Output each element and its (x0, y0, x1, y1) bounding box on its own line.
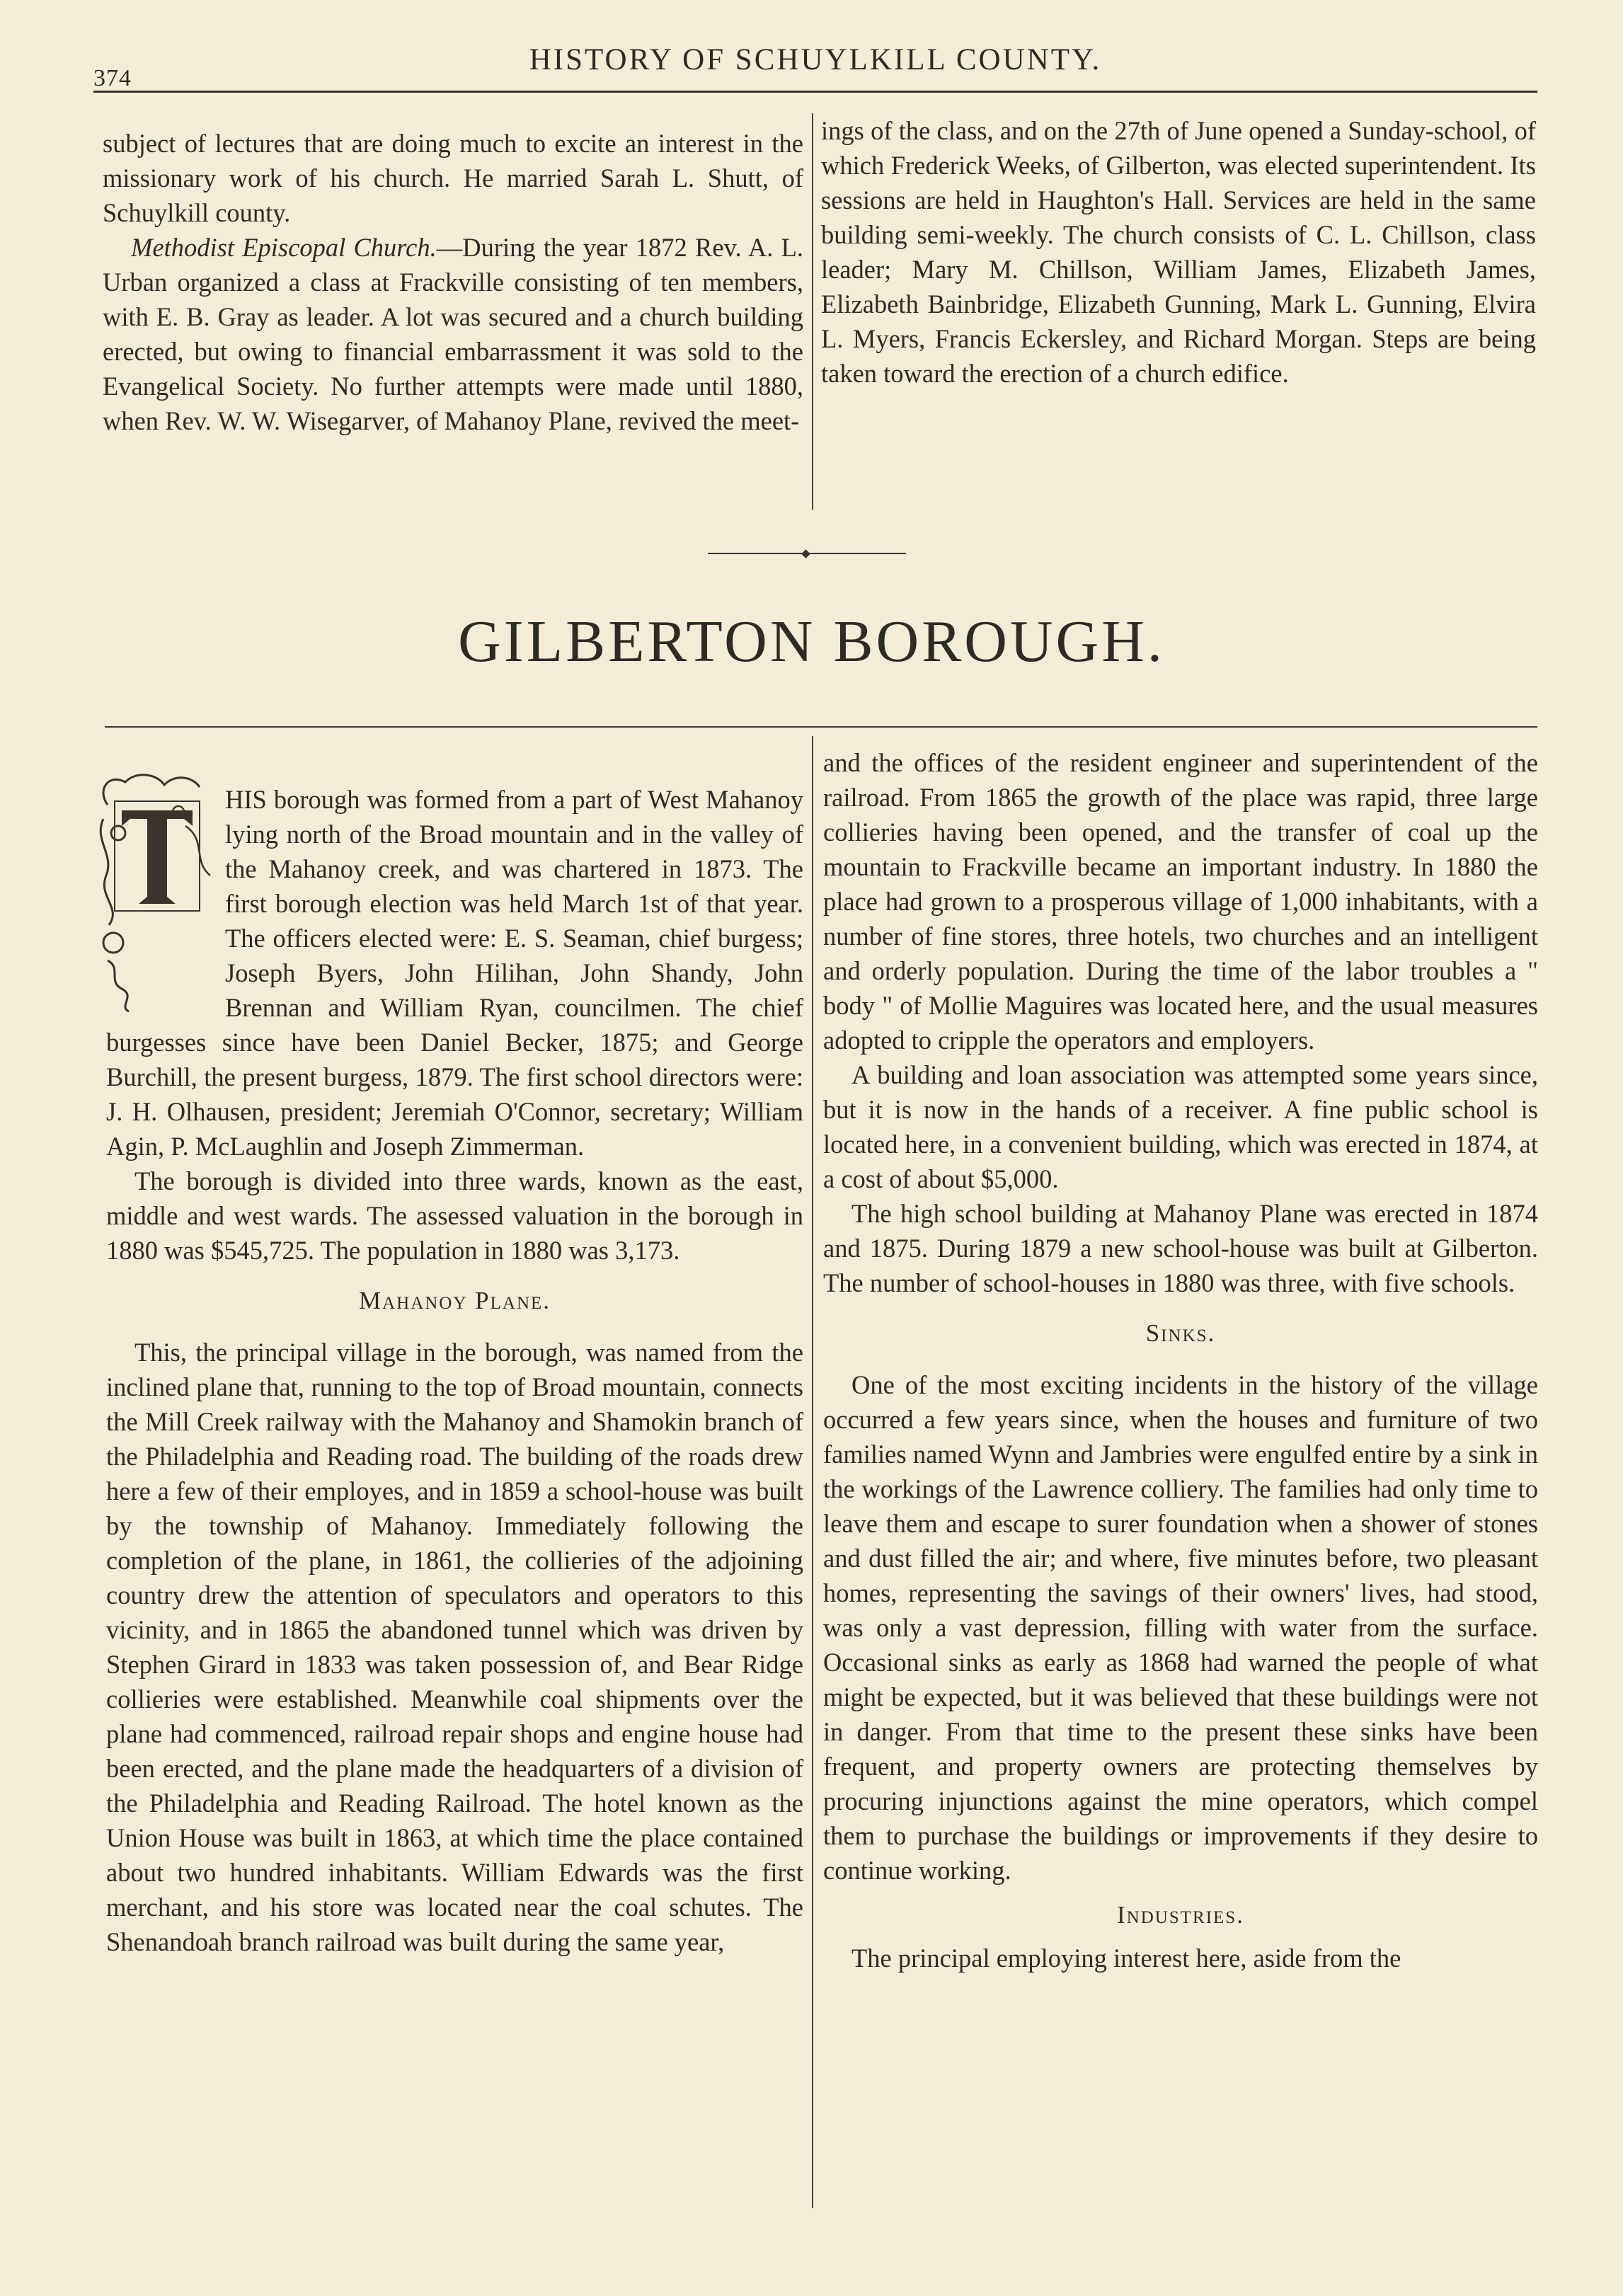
page-header (93, 37, 1537, 91)
top-left-column (103, 126, 803, 438)
subheading-mahanoy-plane: Mahanoy Plane. (358, 1287, 551, 1314)
subheading-sinks: Sinks. (1145, 1319, 1216, 1347)
column-rule (812, 113, 813, 510)
bottom-left-column (106, 782, 803, 1959)
paragraph: and the offices of the resident engineer and superintendent of the railroad. From 1865 the growth of the place was rapid, three large collieries having been opened, and the transfer of coal up the mountain to Frackville became an important industry. In 1880 the place had grown to a prosperous village of 1,000 inhabitants, with a number of fine stores, three hotels, two churches and an intelligent and orderly population. During the time of the labor troubles a " body " of Mollie Maguires was located here, and the usual measures adopted to cripple the operators and employers. (823, 748, 1538, 1055)
paragraph: The borough is divided into three wards, known as the east, middle and west wards. The assessed valuation in the borough in 1880 was $545,725. The population in 1880 was 3,173. (106, 1166, 803, 1265)
church-heading: Methodist Episcopal Church. (131, 233, 437, 262)
paragraph: This, the principal village in the borough, was named from the inclined plane that, running to the top of Broad mountain, connects the Mill Creek railway with the Mahanoy and Shamokin branch of the Philadelphia and Reading road. The building of the roads drew here a few of their employes, and in 1859 a school-house was built by the township of Mahanoy. Immediately following the completion of the plane, in 1861, the collieries of the adjoining country drew the attention of speculators and operators to this vicinity, and in 1865 the abandoned tunnel which was driven by Stephen Girard in 1833 was taken possession of, and Bear Ridge collieries were established. Meanwhile coal shipments over the plane had commenced, railroad repair shops and engine house had been erected, and the plane made the headquarters of a division of the Philadelphia and Reading Railroad. The hotel known as the Union House was built in 1863, at which time the place contained about two hundred inhabitants. William Edwards was the first merchant, and his store was located near the coal schutes. The Shenandoah branch railroad was built during the same year, (106, 1338, 803, 1956)
section-title: GILBERTON BOROUGH. (458, 609, 1165, 675)
paragraph (103, 230, 803, 438)
intro-text: HIS borough was formed from a part of West Mahanoy lying north of the Broad mountain and in the valley of the Mahanoy creek, and was chartered in 1873. The first borough election was held March 1st of that year. The officers elected were: E. S. Seaman, chief burgess; Joseph Byers, John Hilihan, John Shandy, John Brennan and William Ryan, councilmen. The chief burgesses since have been Daniel Becker, 1875; and George Burchill, the present burgess, 1879. The first school directors were: J. H. Olhausen, president; Jeremiah O'Connor, secretary; William Agin, P. McLaughlin and Joseph Zimmerman. (106, 785, 803, 1161)
intro-paragraph (106, 782, 803, 1164)
paragraph: The principal employing interest here, aside from the (851, 1944, 1401, 1973)
paragraph: The high school building at Mahanoy Plane was erected in 1874 and 1875. During 1879 a new school-house was built at Gilberton. The number of school-houses in 1880 was three, with five schools. (823, 1199, 1538, 1297)
subheading-industries: Industries. (1117, 1901, 1244, 1929)
bottom-right-column (823, 745, 1538, 1975)
paragraph: A building and loan association was attempted some years since, but it is now in the hands of a receiver. A fine public school is located here, in a convenient building, which was erected in 1874, at a cost of about $5,000. (823, 1060, 1538, 1193)
ornate-dropcap (93, 769, 219, 1014)
page-number: 374 (93, 65, 132, 91)
paragraph: subject of lectures that are doing much to excite an interest in the missionary work of his church. He married Sarah L. Shutt, of Schuylkill county. (103, 129, 803, 227)
paragraph-text: —During the year 1872 Rev. A. L. Urban organized a class at Frackville consisting of ten members, with E. B. Gray as leader. A lot was secured and a church building erected, but owing to financial embarrassment it was sold to the Evangelical Society. No further attempts were made until 1880, when Rev. W. W. Wisegarver, of Mahanoy Plane, revived the meet- (103, 233, 803, 435)
dropcap-icon (93, 769, 219, 1014)
divider-ornament (708, 551, 906, 556)
paragraph: One of the most exciting incidents in the history of the village occurred a few years since, when the houses and furniture of two families named Wynn and Jambries were engulfed entire by a sink in the workings of the Lawrence colliery. The families had only time to leave them and escape to surer foundation when a shower of stones and dust filled the air; and where, five minutes before, two pleasant homes, representing the savings of their owners' lives, had stood, was only a vast depression, filling with water from the surface. Occasional sinks as early as 1868 had warned the people of what might be expected, but it was believed that these buildings were not in danger. From that time to the present these sinks have been frequent, and property owners are protecting themselves by procuring injunctions against the mine operators, which compel them to purchase the buildings or improvements if they desire to continue working. (823, 1370, 1538, 1885)
paragraph: ings of the class, and on the 27th of June opened a Sunday-school, of which Frederick Weeks, of Gilberton, was elected superintendent. Its sessions are held in Haughton's Hall. Services are held in the same building semi-weekly. The church consists of C. L. Chillson, class leader; Mary M. Chillson, William James, Elizabeth James, Elizabeth Bainbridge, Elizabeth Gunning, Mark L. Gunning, Elvira L. Myers, Francis Eckersley, and Richard Morgan. Steps are being taken toward the erection of a church edifice. (821, 116, 1536, 388)
running-head: HISTORY OF SCHUYLKILL COUNTY. (529, 43, 1102, 76)
top-right-column (821, 113, 1536, 391)
header-rule (93, 91, 1537, 93)
column-rule (812, 736, 813, 2208)
title-rule (105, 726, 1537, 728)
